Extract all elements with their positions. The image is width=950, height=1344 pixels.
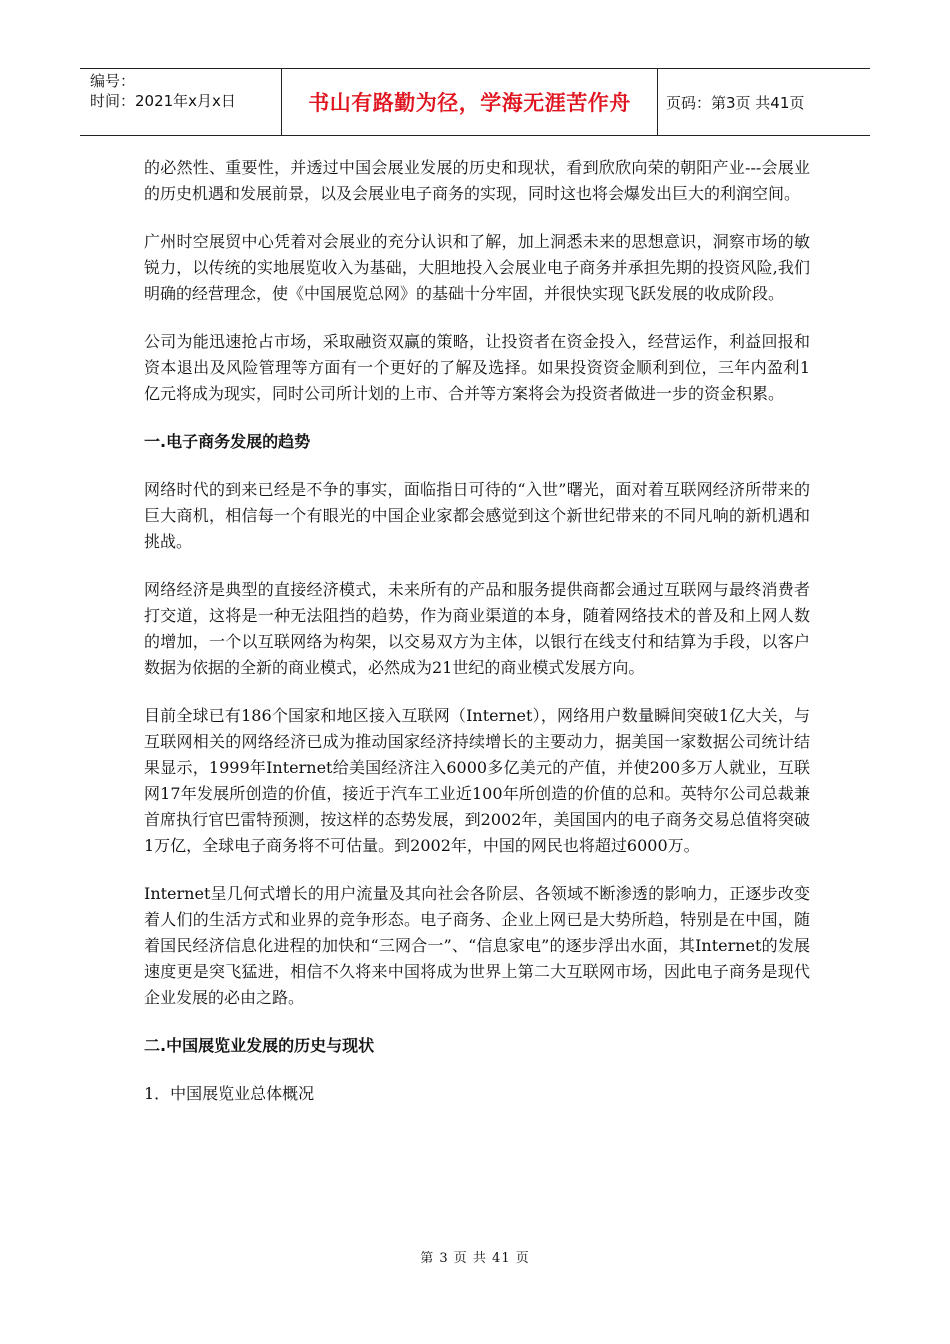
section-paragraph: 网络经济是典型的直接经济模式，未来所有的产品和服务提供商都会通过互联网与最终消费者打交道，这将是一种无法阻挡的趋势，作为商业渠道的本身，随着网络技术的普及和上网人数的增加，一个以互联网络为构架，以交易双方为主体，以银行在线支付和结算为手段，以客户数据为依据的全新的商业模式，必然成为21世纪的商业模式发展方向。 bbox=[144, 580, 810, 677]
header-page-info-cell bbox=[658, 69, 870, 135]
header-meta bbox=[80, 69, 282, 135]
document-body bbox=[144, 155, 810, 1107]
header-motto: 书山有路勤为径，学海无涯苦作舟 bbox=[308, 91, 631, 115]
document-number-label: 编号： bbox=[90, 72, 136, 90]
page-footer: 第 3 页 共 41 页 bbox=[420, 1251, 530, 1266]
section-paragraph: 目前全球已有186个国家和地区接入互联网（Internet），网络用户数量瞬间突破1亿大关，与互联网相关的网络经济已成为推动国家经济持续增长的主要动力，据美国一家数据公司统计结果显示，1999年Internet给美国经济注入6000多亿美元的产值，并使200多万人就业，互联网17年发展所创造的价值，接近于汽车工业近100年所创造的价值的总和。英特尔公司总裁兼首席执行官巴雷特预测，按这样的态势发展，到2002年，美国国内的电子商务交易总值将突破1万亿，全球电子商务将不可估量。到2002年，中国的网民也将超过6000万。 bbox=[144, 706, 810, 855]
body-paragraph: 广州时空展贸中心凭着对会展业的充分认识和了解，加上洞悉未来的思想意识，洞察市场的敏锐力，以传统的实地展览收入为基础，大胆地投入会展业电子商务并承担先期的投资风险,我们明确的经营理念，使《中国展览总网》的基础十分牢固，并很快实现飞跃发展的收成阶段。 bbox=[144, 232, 810, 303]
section-heading: 二.中国展览业发展的历史与现状 bbox=[144, 1036, 375, 1055]
section-heading: 一.电子商务发展的趋势 bbox=[144, 432, 311, 451]
body-paragraph: 的必然性、重要性，并透过中国会展业发展的历史和现状，看到欣欣向荣的朝阳产业---会展业的历史机遇和发展前景，以及会展业电子商务的实现，同时这也将会爆发出巨大的利润空间。 bbox=[144, 158, 810, 203]
section-paragraph: 网络时代的到来已经是不争的事实，面临指日可待的“入世”曙光，面对着互联网经济所带来的巨大商机，相信每一个有眼光的中国企业家都会感觉到这个新世纪带来的不同凡响的新机遇和挑战。 bbox=[144, 480, 810, 551]
document-time-label: 时间：2021年x月x日 bbox=[90, 92, 236, 110]
subsection-heading: 1．中国展览业总体概况 bbox=[144, 1084, 315, 1103]
header-motto-cell bbox=[282, 69, 658, 135]
body-paragraph: 公司为能迅速抢占市场，采取融资双赢的策略，让投资者在资金投入，经营运作，利益回报和资本退出及风险管理等方面有一个更好的了解及选择。如果投资资金顺利到位，三年内盈利1亿元将成为现实，同时公司所计划的上市、合并等方案将会为投资者做进一步的资金积累。 bbox=[144, 332, 810, 403]
section-paragraph: Internet呈几何式增长的用户流量及其向社会各阶层、各领域不断渗透的影响力，正逐步改变着人们的生活方式和业界的竞争形态。电子商务、企业上网已是大势所趋，特别是在中国，随着国民经济信息化进程的加快和“三网合一”、“信息家电”的逐步浮出水面，其Internet的发展速度更是突飞猛进，相信不久将来中国将成为世界上第二大互联网市场，因此电子商务是现代企业发展的必由之路。 bbox=[144, 884, 810, 1007]
header-page-info: 页码：第3页 共41页 bbox=[666, 93, 805, 112]
page-header bbox=[80, 68, 870, 136]
